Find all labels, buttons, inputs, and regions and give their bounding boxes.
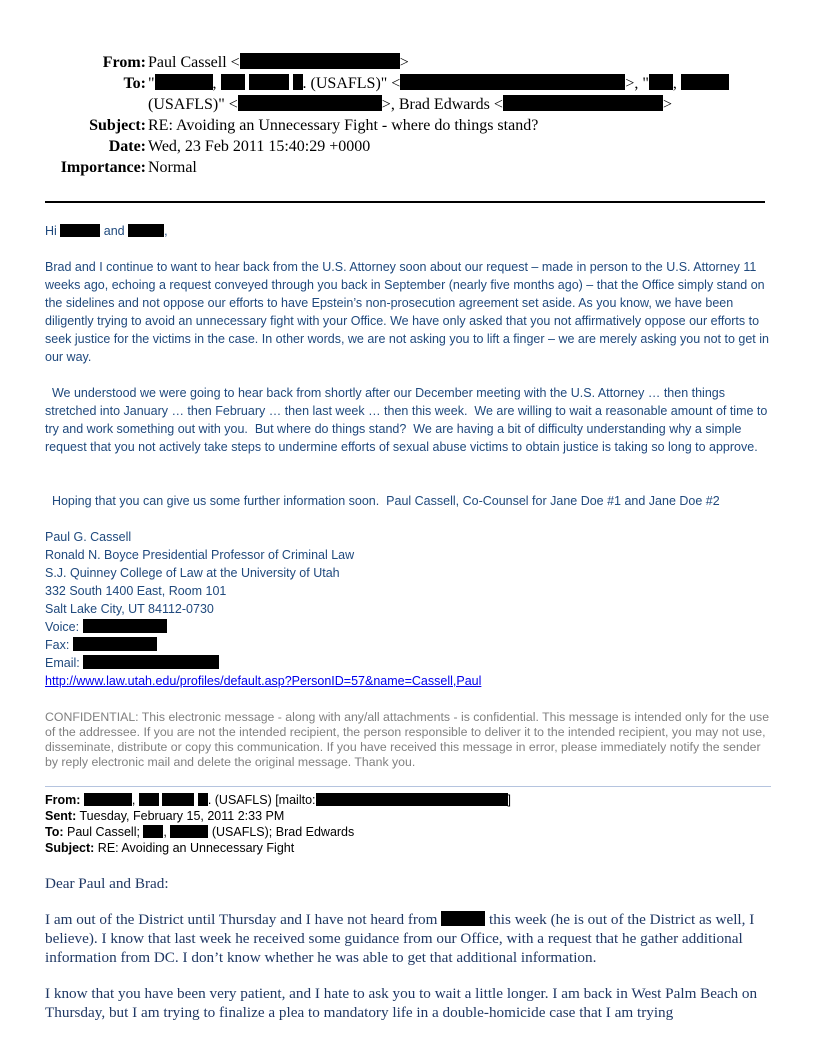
redaction xyxy=(293,74,303,90)
date-row xyxy=(0,136,816,157)
quoted-divider xyxy=(45,786,771,787)
signature-voice: Voice: xyxy=(45,618,775,636)
to-label: To: xyxy=(123,75,146,92)
to-row-continued: (USAFLS)" < >, Brad Edwards < > xyxy=(148,96,672,113)
redaction xyxy=(238,95,382,111)
body-paragraph-3: Hoping that you can give us some further information soon. Paul Cassell, Co-Counsel for Jane Doe #1 and Jane Doe #2 xyxy=(45,494,720,508)
body-paragraph-2: We understood we were going to hear back from shortly after our December meeting with the U.S. Attorney … then things stretched into January … then February … then last week … then this week. We are willing to wait a reasonable amount of time to try and work something out with you. But where do things stand? We are having a bit of difficulty understanding why a simple request that you not actively take steps to undermine efforts of sexual abuse victims to obtain justice is taking so long to approve. xyxy=(45,386,771,454)
redaction xyxy=(649,74,673,90)
email-header xyxy=(0,52,816,178)
signature-block xyxy=(45,528,775,690)
header-divider xyxy=(45,201,765,203)
signature-address-1: 332 South 1400 East, Room 101 xyxy=(45,584,227,598)
redaction xyxy=(441,911,485,926)
subject-value: RE: Avoiding an Unnecessary Fight - where do things stand? xyxy=(148,117,539,134)
redaction xyxy=(503,95,663,111)
redaction xyxy=(681,74,729,90)
importance-value: Normal xyxy=(148,159,197,176)
redaction xyxy=(221,74,245,90)
redaction xyxy=(84,793,132,806)
signature-email: Email: xyxy=(45,654,775,672)
redaction xyxy=(170,825,208,838)
subject-label: Subject: xyxy=(89,117,146,134)
quoted-paragraph-1: I am out of the District until Thursday and I have not heard from this week (he is out of the District as well, I believe). I know that last week he received some guidance from our Office, with a request that he gather additional information from DC. I don’t know whether he was able to get that additional information. xyxy=(45,911,755,966)
body-paragraph-1: Brad and I continue to want to hear back from the U.S. Attorney soon about our request – made in person to the U.S. Attorney 11 weeks ago, echoing a request conveyed through you back in September (nearly five months ago) – that the Office simply stand on the sidelines and not oppose our efforts to have Epstein’s non-prosecution agreement set aside. As you know, we have been diligently trying to avoid an unnecessary fight with your Office. We have only asked that you not affirmatively oppose our efforts to seek justice for the victims in the case. In other words, we are not asking you to lift a finger – we are merely asking you not to get in our way. xyxy=(45,260,769,364)
redaction xyxy=(83,655,219,669)
redaction xyxy=(60,224,100,237)
redaction xyxy=(316,793,508,806)
importance-row xyxy=(0,157,816,178)
from-value: Paul Cassell < xyxy=(148,54,240,71)
date-value: Wed, 23 Feb 2011 15:40:29 +0000 xyxy=(148,138,371,155)
from-row: From: Paul Cassell < > xyxy=(102,54,409,71)
signature-school: S.J. Quinney College of Law at the University of Utah xyxy=(45,566,340,580)
redaction xyxy=(162,793,194,806)
redaction xyxy=(83,619,167,633)
confidentiality-notice: CONFIDENTIAL: This electronic message - along with any/all attachments - is confidential. This message is intended only for the use of the addressee. If you are not the intended recipient, the person responsible to deliver it to the intended recipient, you may not use, disseminate, distribute or copy this communication. If you have received this message in error, please immediately notify the sender by reply electronic mail and delete the original message. Thank you. xyxy=(45,710,770,769)
redaction xyxy=(143,825,163,838)
quoted-sent-row: Sent: Tuesday, February 15, 2011 2:33 PM xyxy=(45,809,285,823)
to-row: To: " , . (USAFLS)" < >, " , xyxy=(0,73,816,94)
redaction xyxy=(400,74,625,90)
redaction xyxy=(249,74,289,90)
quoted-to-row: To: Paul Cassell; , (USAFLS); Brad Edwards xyxy=(45,825,355,839)
signature-title: Ronald N. Boyce Presidential Professor of Criminal Law xyxy=(45,548,355,562)
redaction xyxy=(198,793,208,806)
profile-link[interactable]: http://www.law.utah.edu/profiles/default.asp?PersonID=57&name=Cassell,Paul xyxy=(45,674,482,688)
redaction xyxy=(128,224,164,237)
redaction xyxy=(139,793,159,806)
signature-name: Paul G. Cassell xyxy=(45,530,132,544)
importance-label: Importance: xyxy=(60,159,146,176)
signature-address-2: Salt Lake City, UT 84112-0730 xyxy=(45,602,214,616)
quoted-header xyxy=(45,792,511,856)
redaction xyxy=(73,637,157,651)
greeting: Hi and , xyxy=(45,224,168,238)
quoted-from-row: From: , . (USAFLS) [mailto: ] xyxy=(45,793,511,807)
signature-fax: Fax: xyxy=(45,636,775,654)
subject-row xyxy=(0,115,816,136)
redaction xyxy=(240,53,400,69)
redaction xyxy=(155,74,213,90)
quoted-paragraph-2: I know that you have been very patient, and I hate to ask you to wait a little longer. I am back in West Palm Beach on Thursday, but I am trying to finalize a plea to mandatory life in a double-homicide case that I am trying xyxy=(45,985,758,1021)
from-label: From: xyxy=(102,54,146,71)
date-label: Date: xyxy=(108,138,146,155)
quoted-subject-row: Subject: RE: Avoiding an Unnecessary Fight xyxy=(45,841,295,855)
quoted-salutation: Dear Paul and Brad: xyxy=(45,875,169,892)
